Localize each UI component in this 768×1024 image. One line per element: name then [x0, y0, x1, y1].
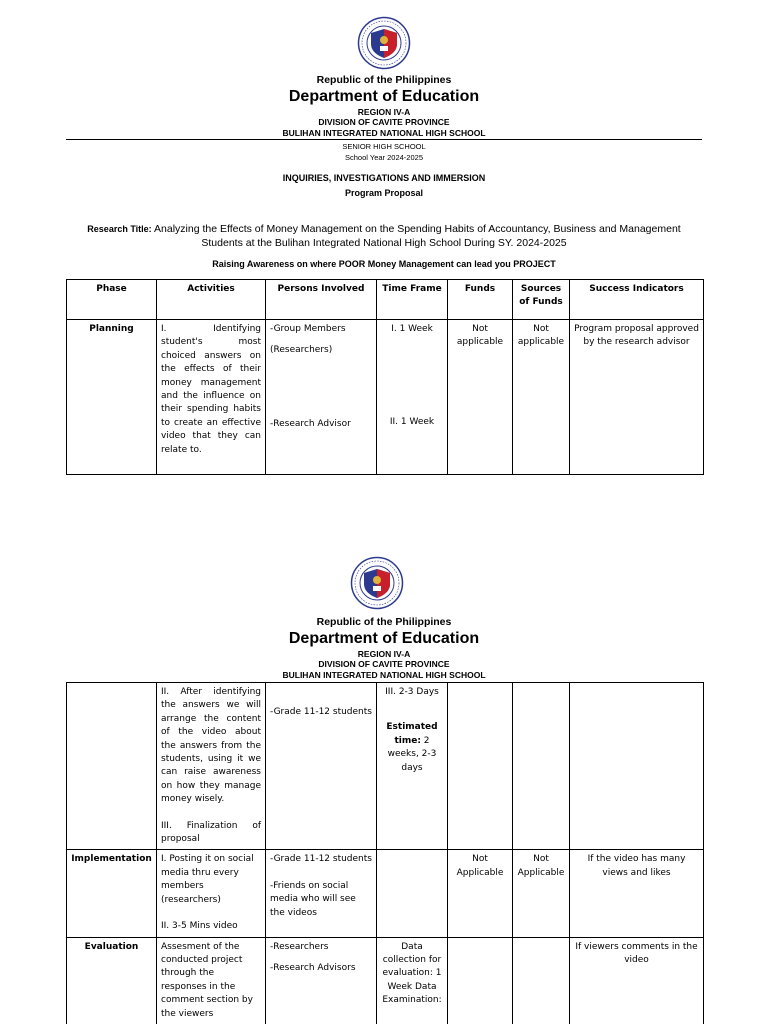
- table-row-evaluation: [67, 937, 704, 1024]
- evaluation-persons: [266, 937, 377, 1024]
- department-title-page2: Department of Education: [288, 630, 480, 647]
- continuation-persons-1: -Grade 11-12 students: [270, 707, 372, 717]
- implementation-activity-2: II. 3-5 Mins video: [161, 921, 238, 932]
- header-success: Success Indicators: [570, 280, 704, 320]
- program-table-page2: [66, 682, 704, 1024]
- research-title-block: [66, 222, 702, 250]
- division-text-page2: DIVISION OF CAVITE PROVINCE: [318, 659, 450, 669]
- planning-persons-2: (Researchers): [270, 345, 333, 356]
- evaluation-funds: [448, 937, 513, 1024]
- subject-title: INQUIRIES, INVESTIGATIONS AND IMMERSION: [282, 173, 486, 183]
- continuation-persons: [266, 683, 377, 850]
- planning-persons-1: -Group Members: [270, 324, 346, 334]
- continuation-activity-2: III. Finalization of proposal: [161, 820, 261, 845]
- header-phase: Phase: [67, 280, 157, 320]
- header-time-frame: Time Frame: [377, 280, 448, 320]
- planning-persons-3: -Research Advisor: [270, 418, 351, 429]
- implementation-success: If the video has many views and likes: [570, 850, 704, 937]
- evaluation-activity: Assesment of the conducted project through the responses in the comment section by the viewers: [157, 937, 266, 1024]
- planning-funds: Not applicable: [448, 320, 513, 475]
- region-text-page2: REGION IV-A: [357, 649, 411, 659]
- research-title: Analyzing the Effects of Money Management on the Spending Habits of Accountancy, Business and Management Students at the Bulihan Integrated National High School During SY. 2024-2025: [154, 223, 681, 249]
- continuation-success: [570, 683, 704, 850]
- evaluation-sources: [513, 937, 570, 1024]
- planning-time-2: II. 1 Week: [389, 417, 435, 428]
- planning-persons: [266, 320, 377, 475]
- header-sources: Sources of Funds: [513, 280, 570, 320]
- implementation-activity-1: I. Posting it on social media thru every members (researchers): [161, 854, 254, 905]
- planning-sources: Not applicable: [513, 320, 570, 475]
- project-title: Raising Awareness on where POOR Money Management can lead you PROJECT: [212, 259, 556, 269]
- department-title: Department of Education: [288, 88, 480, 105]
- planning-time: [377, 320, 448, 475]
- senior-high-text: SENIOR HIGH SCHOOL: [342, 142, 426, 151]
- implementation-funds: Not Applicable: [448, 850, 513, 937]
- implementation-persons-1: -Grade 11-12 students: [270, 854, 372, 865]
- document-type: Program Proposal: [344, 188, 424, 198]
- planning-success: Program proposal approved by the research advisor: [570, 320, 704, 475]
- evaluation-persons-1: -Researchers: [270, 941, 329, 952]
- republic-text: Republic of the Philippines: [316, 74, 452, 86]
- republic-text-page2: Republic of the Philippines: [316, 616, 452, 628]
- research-title-label: Research Title:: [87, 224, 152, 234]
- table-row-implementation: [67, 850, 704, 937]
- continuation-activity-1: II. After identifying the answers we will arrange the content of the video about the answers from the students, using it we can raise awareness on how they manage money wisely.: [161, 687, 261, 805]
- continuation-funds: [448, 683, 513, 850]
- deped-seal-page2: [350, 556, 404, 610]
- division-text: DIVISION OF CAVITE PROVINCE: [318, 117, 450, 127]
- implementation-activity: [157, 850, 266, 937]
- implementation-persons: [266, 850, 377, 937]
- continuation-phase: [67, 683, 157, 850]
- evaluation-success: If viewers comments in the video: [570, 937, 704, 1024]
- header-divider: [66, 139, 702, 140]
- implementation-persons-2: -Friends on social media who will see the videos: [270, 880, 356, 918]
- implementation-sources: Not Applicable: [513, 850, 570, 937]
- implementation-time: [377, 850, 448, 937]
- continuation-time-1: III. 2-3 Days: [385, 687, 439, 697]
- program-table-page1: [66, 279, 704, 475]
- header-persons: Persons Involved: [266, 280, 377, 320]
- planning-time-1: I. 1 Week: [391, 324, 433, 334]
- deped-seal-icon: [350, 556, 404, 610]
- phase-planning: Planning: [67, 320, 157, 475]
- estimated-time-label: Estimated time:: [386, 722, 438, 746]
- deped-seal-icon: [357, 16, 411, 70]
- region-text: REGION IV-A: [357, 107, 411, 117]
- phase-evaluation: Evaluation: [67, 937, 157, 1024]
- phase-implementation: Implementation: [67, 850, 157, 937]
- continuation-sources: [513, 683, 570, 850]
- table-header-row: [67, 280, 704, 320]
- continuation-time-2: [381, 721, 443, 775]
- continuation-activity: [157, 683, 266, 850]
- evaluation-time: Data collection for evaluation: 1 Week Data Examination:: [377, 937, 448, 1024]
- estimated-time-value: 2 weeks, 2-3 days: [387, 735, 437, 773]
- table-row-continuation: [67, 683, 704, 850]
- evaluation-persons-2: -Research Advisors: [270, 962, 356, 973]
- deped-seal: [357, 16, 411, 70]
- header-funds: Funds: [448, 280, 513, 320]
- planning-activity: I. Identifying student's most choiced answers on the effects of their money management and the influence on their spending habits to create an effective video that they can relate to.: [157, 320, 266, 475]
- continuation-time: [377, 683, 448, 850]
- header-activities: Activities: [157, 280, 266, 320]
- school-name-page2: BULIHAN INTEGRATED NATIONAL HIGH SCHOOL: [282, 670, 486, 680]
- table-row-planning: [67, 320, 704, 475]
- school-name: BULIHAN INTEGRATED NATIONAL HIGH SCHOOL: [282, 128, 486, 138]
- school-year-text: School Year 2024-2025: [345, 153, 423, 162]
